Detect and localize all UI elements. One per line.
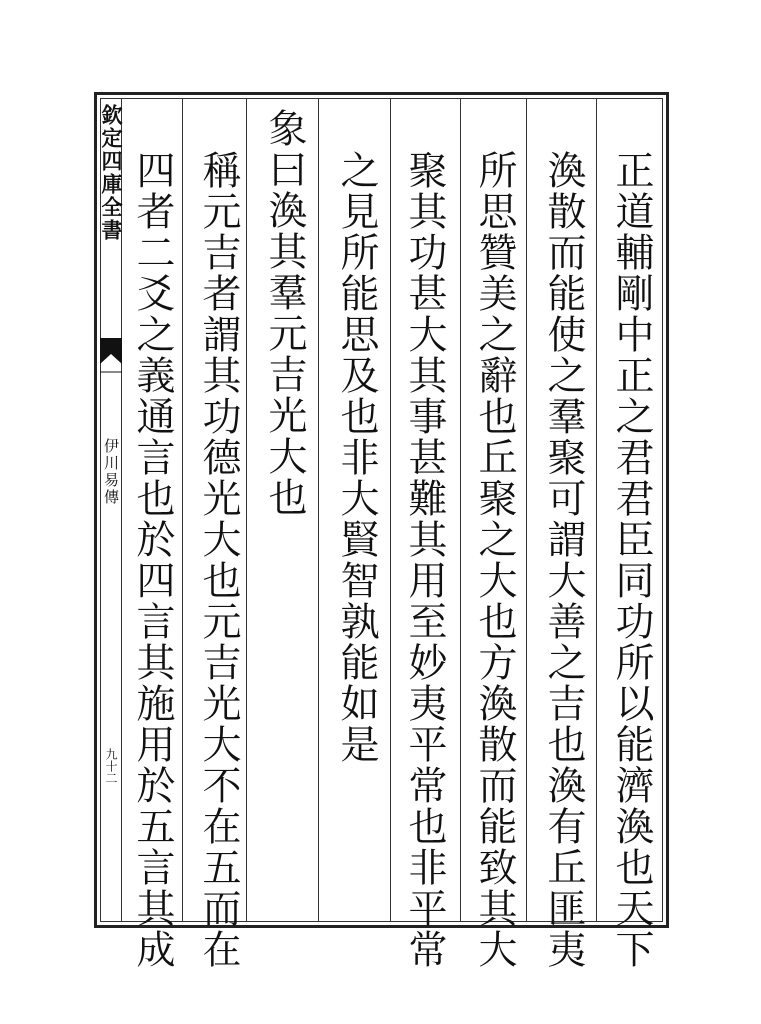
column-rule xyxy=(460,98,461,922)
fish-tail-ornament-icon xyxy=(100,338,122,378)
text-column-3: 所思贊美之辭也丘聚之大也方渙散而能致其大 xyxy=(472,150,517,970)
text-column-5: 之見所能思及也非大賢智孰能如是 xyxy=(334,150,379,765)
column-rule xyxy=(596,98,597,922)
column-rule xyxy=(526,98,527,922)
column-rule xyxy=(246,98,247,922)
text-column-4: 聚其功甚大其事甚難其用至妙夷平常也非平常 xyxy=(402,150,447,970)
column-rule xyxy=(182,98,183,922)
text-column-8: 四者二爻之義通言也於四言其施用於五言其成 xyxy=(130,150,175,970)
text-column-1: 正道輔剛中正之君君臣同功所以能濟渙也天下 xyxy=(609,150,654,970)
collection-title: 欽定四庫全書 xyxy=(99,104,124,242)
text-column-2: 渙散而能使之羣聚可謂大善之吉也渙有丘匪夷 xyxy=(541,150,586,970)
page-number: 九十二 xyxy=(104,748,118,784)
text-column-6: 象曰渙其羣元吉光大也 xyxy=(262,108,307,518)
text-column-7: 稱元吉者謂其功德光大也元吉光大不在五而在 xyxy=(196,150,241,970)
book-title: 伊川易傳 xyxy=(102,438,120,506)
column-rule xyxy=(390,98,391,922)
column-rule xyxy=(318,98,319,922)
